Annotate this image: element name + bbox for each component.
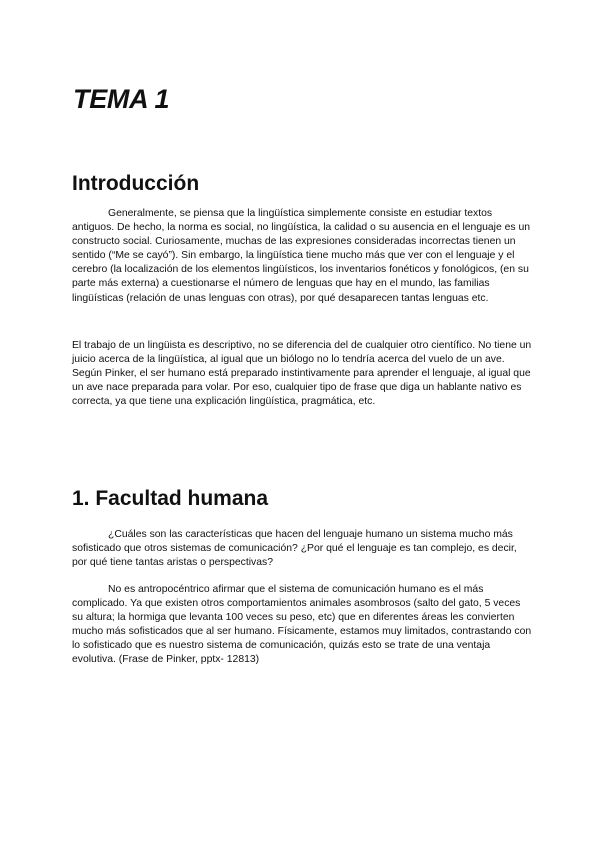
paragraph-intro-1: Generalmente, se piensa que la lingüística simplemente consiste en estudiar textos antiguos. De hecho, la norma es social, no lingüística, la calidad o su ausencia en el lenguaje es un constructo social. Curiosamente, muchas de las expresiones consideradas incorrectas tienen un sentido (“Me se cayó”). Sin embargo, la lingüística tiene mucho más que ver con el lenguaje y el cerebro (la localización de los elementos lingüísticos, los inventarios fonéticos y fonológicos, (en su parte más externa) a cuestionarse el número de lenguas que hay en el mundo, las familias lingüísticas (relación de unas lenguas con otras), por qué desaparecen tantas lenguas etc. bbox=[72, 208, 531, 304]
section-heading-facultad-humana: 1. Facultad humana bbox=[72, 487, 269, 510]
paragraph-intro-2: El trabajo de un lingüista es descriptivo, no se diferencia del de cualquier otro científico. No tiene un juicio acerca de la lingüística, al igual que un biólogo no lo tendría acerca del vuelo de un ave. Según Pinker, el ser humano está preparado instintivamente para aprender el lenguaje, al igual que un ave nace preparada para volar. Por eso, cualquier tipo de frase que diga un hablante nativo es correcta, ya que tiene una explicación lingüística, pragmática, etc. bbox=[72, 340, 532, 408]
paragraph-facultad-2: No es antropocéntrico afirmar que el sistema de comunicación humano es el más complicado. Ya que existen otros comportamientos animales asombrosos (salto del gato, 5 veces su altura; la hormiga que levanta 100 veces su peso, etc) que en diferentes áreas les convierten mucho más sofisticados que al ser humano. Físicamente, estamos muy limitados, contrastando con lo sofisticado que es nuestro sistema de comunicación, quizás esto se trate de una ventaja evolutiva. (Frase de Pinker, pptx- 12813) bbox=[72, 584, 532, 666]
page-title: TEMA 1 bbox=[73, 84, 170, 114]
paragraph-facultad-1: ¿Cuáles son las características que hacen del lenguaje humano un sistema mucho más sofisticado que otros sistemas de comunicación? ¿Por qué el lenguaje es tan complejo, es decir, por qué tiene tantas aristas o perspectivas? bbox=[72, 529, 517, 569]
section-heading-introduccion: Introducción bbox=[72, 172, 200, 195]
